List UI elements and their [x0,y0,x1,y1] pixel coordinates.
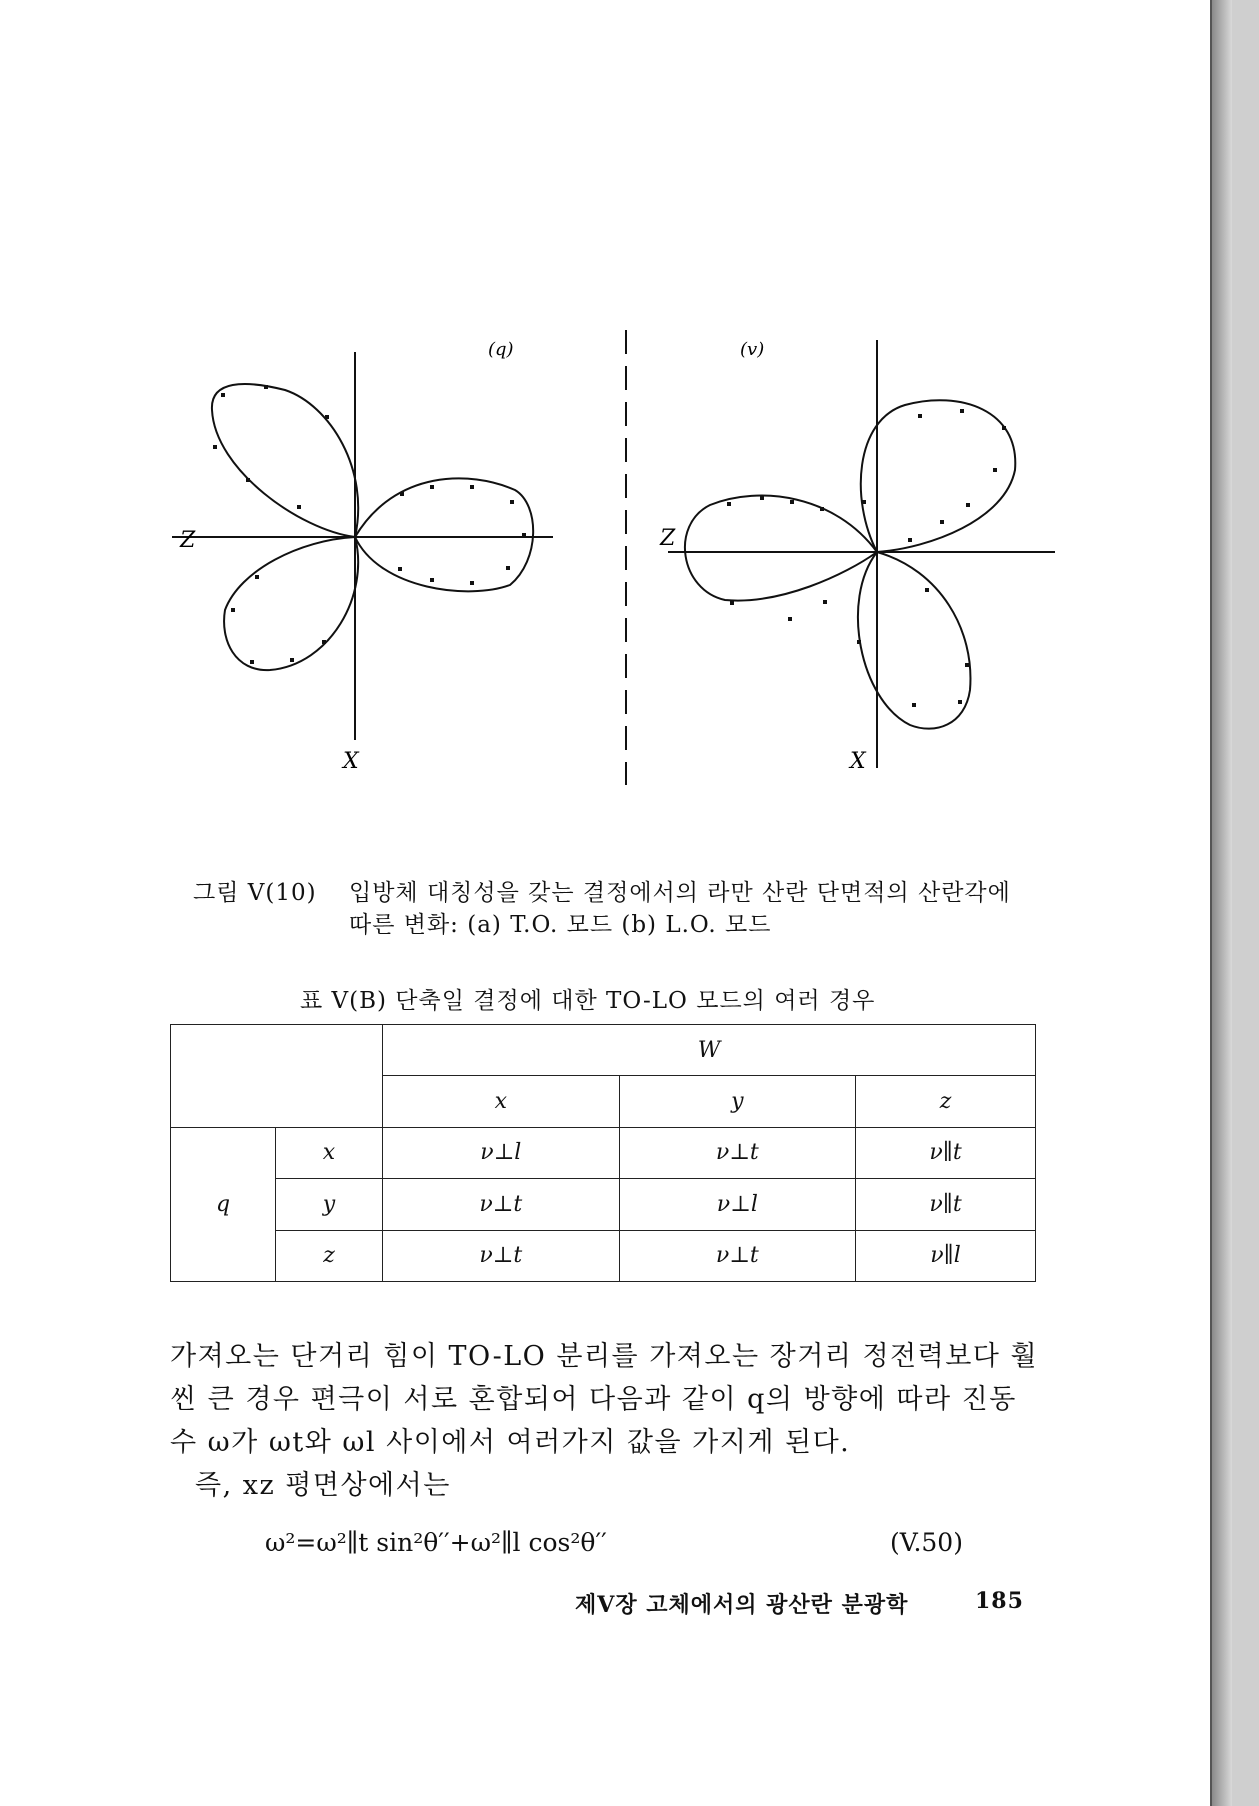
body-line-3: 수 ω가 ωt와 ωl 사이에서 여러가지 값을 가지게 된다. [170,1427,851,1458]
panel-a-z-label: Z [180,528,196,553]
panel-a-points [213,385,526,664]
table-corner-cell [171,1025,383,1128]
table-cell: ν⊥t [383,1230,620,1281]
table-group-header: W [383,1025,1036,1076]
table-cell: ν∥t [856,1127,1036,1178]
panel-a-x-label: X [343,749,359,774]
table-col-header: x [383,1076,620,1127]
table-col-header: z [856,1076,1036,1127]
panel-b-lobes [685,400,1015,728]
equation-number: (V.50) [890,1528,963,1557]
table-cell: ν⊥t [383,1179,620,1230]
running-footer: 제V장 고체에서의 광산란 분광학 [575,1592,909,1618]
page-number: 185 [975,1588,1024,1614]
panel-b-axes [668,340,1055,768]
panel-a-label: (q) [488,339,514,360]
page-edge-shadow [1212,0,1232,1806]
panel-a-lobes [212,384,533,670]
table-col-header: y [619,1076,856,1127]
table-cell: ν∥t [856,1179,1036,1230]
table-cell: ν⊥t [619,1127,856,1178]
table-row [171,1230,1036,1281]
table-row-label: x [276,1127,383,1178]
table-row-group-label: q [171,1127,276,1281]
table-row [171,1179,1036,1230]
body-line-4: 즉, xz 평면상에서는 [195,1470,451,1501]
panel-a-axes [172,352,553,740]
table-cell: ν⊥l [619,1179,856,1230]
table-row-label: y [276,1179,383,1230]
polar-figure [0,0,1212,820]
table-cell: ν⊥l [383,1127,620,1178]
table-cell: ν⊥t [619,1230,856,1281]
table-row-label: z [276,1230,383,1281]
figure-caption-line2: 따른 변화: (a) T.O. 모드 (b) L.O. 모드 [349,912,772,938]
panel-b-label: (v) [740,339,765,360]
panel-b-z-label: Z [660,526,676,551]
table-header-row [171,1025,1036,1076]
body-line-2: 씬 큰 경우 편극이 서로 혼합되어 다음과 같이 q의 방향에 따라 진동 [170,1384,1017,1415]
table-cell: ν∥l [856,1230,1036,1281]
equation: ω²=ω²∥t sin²θ′′+ω²∥l cos²θ′′ [265,1528,607,1557]
table-title: 표 V(B) 단축일 결정에 대한 TO-LO 모드의 여러 경우 [300,988,876,1014]
figure-caption-line1: 입방체 대칭성을 갖는 결정에서의 라만 산란 단면적의 산란각에 [349,880,1011,906]
table-row [171,1127,1036,1178]
body-line-1: 가져오는 단거리 힘이 TO-LO 분리를 가져오는 장거리 정전력보다 훨 [170,1341,1039,1372]
panel-b-x-label: X [850,749,866,774]
figure-caption-number: 그림 V(10) [193,880,317,906]
data-table [170,1024,1036,1282]
